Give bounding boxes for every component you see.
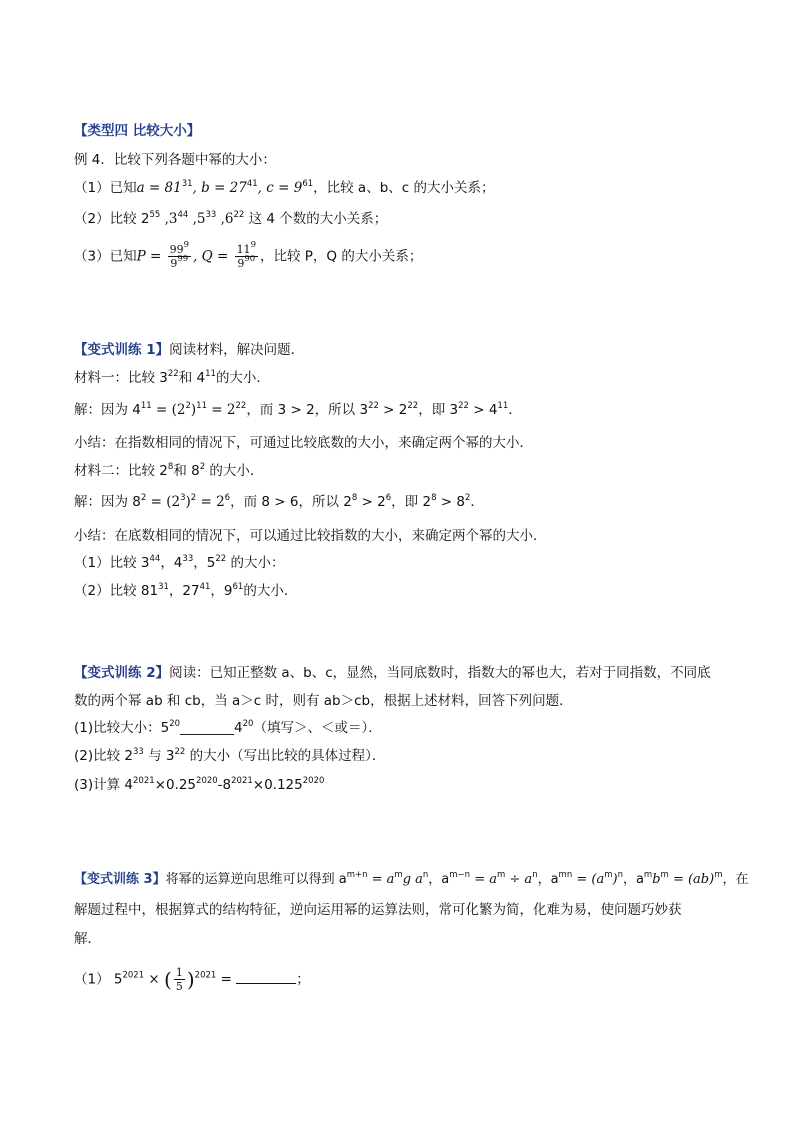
answer-blank[interactable]: [236, 971, 296, 984]
variant-training-3-line2: 解题过程中，根据算式的结构特征，逆向运用幂的运算法则，常可化繁为简，化难为易，使问题巧妙获: [74, 902, 682, 918]
variant-2-item1: (1)比较大小：$5^{20}\_\_\_\_\_\_\_\_4^{20}$（填写＞、＜或＝）．: [74, 719, 382, 736]
variant-3-q1: （1） $5^{2021}$ × ( $\frac{1}{5}$ )$^{2021}$ = ；: [74, 966, 310, 993]
variant-1-q1: （1）比较 $3^{44}$，$4^{33}$，$5^{22}$ 的大小：: [74, 554, 285, 571]
variant-training-3-line1: 【变式训练 3】将幂的运算逆向思维可以得到 $a^{m+n} = a^mg$ $a^n$，$a^{m-n} = a^m \div a^n$，$a^{mn} = (a^m)^n$，$a^mb^m = (ab)^m$，在: [74, 870, 749, 887]
example-4-heading: 例 4．比较下列各题中幂的大小：: [74, 152, 276, 168]
solution-1: 解：因为 $4^{11} = (2^2)^{11} = 2^{22}$，而 3 > 2，所以 $3^{22} > 2^{22}$，即 $3^{22} > 4^{11}$．: [74, 401, 522, 418]
variant-2-item2: (2)比较 $2^{33}$ 与 $3^{22}$ 的大小（写出比较的具体过程）．: [74, 747, 386, 764]
left-paren: (: [164, 967, 172, 992]
example-4-q2: （2）比较 $2^{55}$ $,3^{44}$ $,5^{33}$ $,6^{22}$ 这 4 个数的大小关系；: [74, 210, 388, 227]
variant-training-1-intro: 【变式训练 1】阅读材料，解决问题．: [74, 342, 305, 358]
right-paren: ): [186, 967, 195, 992]
variant-training-2-line1: 【变式训练 2】阅读：已知正整数 a、b、c，显然，当同底数时，指数大的幂也大，若对于同指数，不同底: [74, 665, 711, 681]
material-1: 材料一：比较 $3^{22}$和 $4^{11}$的大小．: [74, 369, 270, 386]
summary-1: 小结：在指数相同的情况下，可通过比较底数的大小，来确定两个幂的大小．: [74, 435, 533, 451]
variant-2-item3: (3)计算 $4^{2021}\times 0.25^{2020}-8^{2021}\times 0.125^{2020}$: [74, 776, 325, 793]
example-4-q1: （1）已知$a = 81^{31}$, $b = 27^{41}$, $c = 9^{61}$，比较 a、b、c 的大小关系；: [74, 179, 495, 196]
solution-2: 解：因为 $8^2 = (2^3)^2 = 2^6$，而 8 > 6，所以 $2^8 > 2^6$，即 $2^8 > 8^2$．: [74, 493, 484, 510]
variant-1-q2: （2）比较 $81^{31}$，$27^{41}$，$9^{61}$的大小．: [74, 582, 298, 599]
variant-training-3-line3: 解．: [74, 931, 101, 947]
fraction-q: $\frac{11^9}{9^{90}}$: [236, 240, 256, 270]
fraction-one-fifth: $\frac{1}{5}$: [175, 966, 183, 993]
section-title-type4: 【类型四 比较大小】: [74, 123, 201, 139]
variant-training-2-line2: 数的两个幂 ab 和 cb，当 a＞c 时，则有 ab＞cb，根据上述材料，回答下列问题．: [74, 693, 573, 709]
fraction-p: $\frac{99^9}{9^{99}}$: [169, 240, 189, 270]
material-2: 材料二：比较 $2^8$和 $8^2$ 的大小．: [74, 462, 264, 479]
example-4-q3: （3）已知P = $\frac{99^9}{9^{99}}$ , Q = $\frac{11^9}{9^{90}}$ ，比较 P，Q 的大小关系；: [74, 240, 423, 270]
summary-2: 小结：在底数相同的情况下，可以通过比较指数的大小，来确定两个幂的大小．: [74, 528, 547, 544]
